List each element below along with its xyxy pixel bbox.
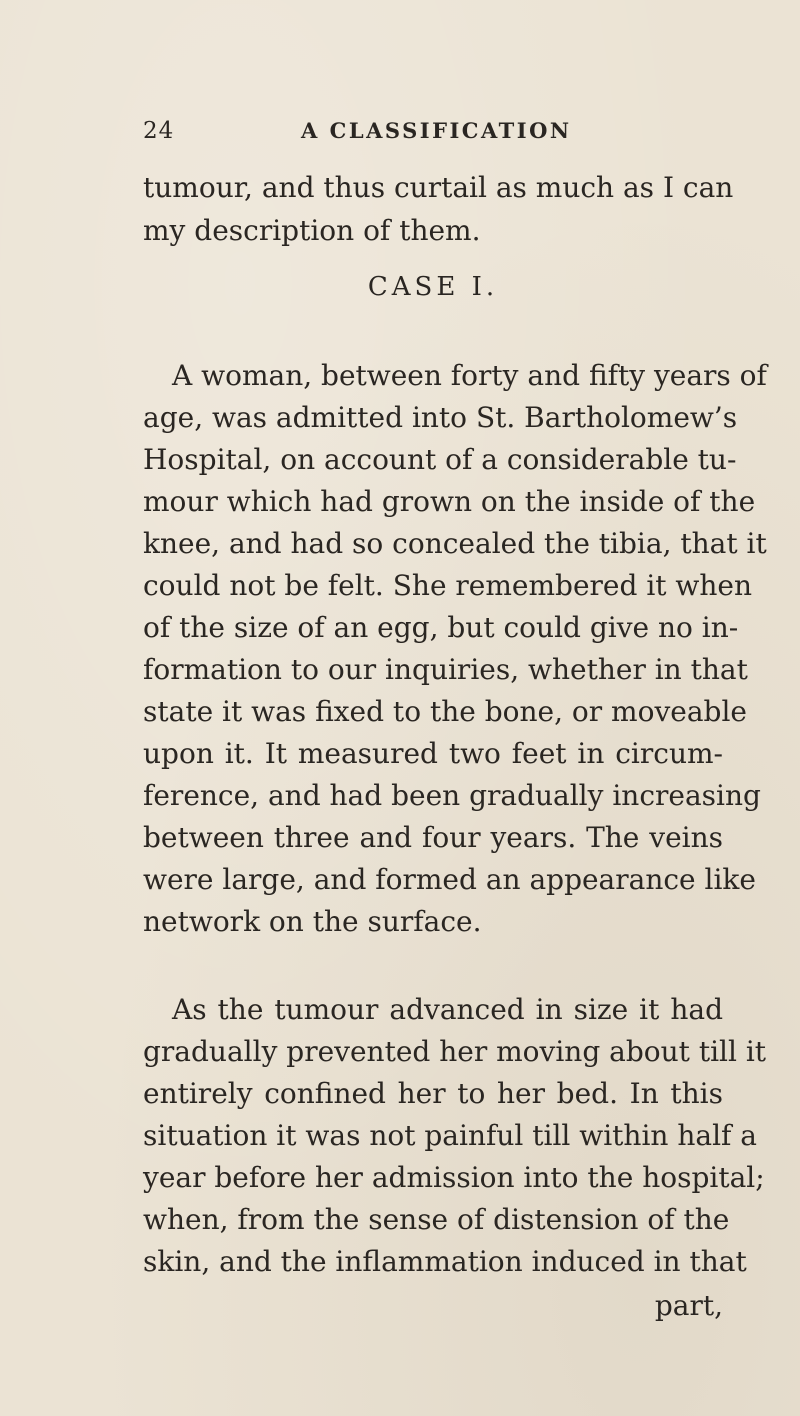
text-line: formation to our inquiries, whether in that: [143, 653, 748, 686]
text-line: my description of them.: [143, 214, 481, 247]
text-line: state it was fixed to the bone, or moveable: [143, 695, 747, 728]
text-line: age, was admitted into St. Bartholomew’s: [143, 401, 738, 434]
text-line: A woman, between forty and fifty years of: [172, 359, 767, 392]
text-line: ference, and had been gradually increasing: [143, 779, 761, 812]
text-line: tumour, and thus curtail as much as I can: [143, 171, 734, 204]
text-line: were large, and formed an appearance like: [143, 863, 756, 896]
text-line: between three and four years. The veins: [143, 821, 723, 854]
text-line: network on the surface.: [143, 905, 482, 938]
text-line: mour which had grown on the inside of the: [143, 485, 756, 518]
text-line: As the tumour advanced in size it had: [172, 993, 723, 1026]
text-line: gradually prevented her moving about till it: [143, 1035, 767, 1068]
text-line: when, from the sense of distension of the: [143, 1203, 730, 1236]
case-heading: CASE I.: [367, 272, 499, 302]
running-title: A CLASSIFICATION: [301, 118, 572, 143]
text-line: entirely confined her to her bed. In this: [143, 1077, 723, 1110]
page-number: 24: [143, 118, 175, 144]
text-line: year before her admission into the hospital;: [143, 1161, 765, 1194]
catchword: part,: [654, 1289, 723, 1322]
text-line: of the size of an egg, but could give no in-: [143, 611, 739, 644]
text-line: knee, and had so concealed the tibia, that it: [143, 527, 767, 560]
text-line: upon it. It measured two feet in circum-: [143, 737, 723, 770]
text-line: skin, and the inflammation induced in that: [143, 1245, 747, 1278]
running-head: [143, 118, 723, 154]
text-line: Hospital, on account of a considerable tu-: [143, 443, 737, 476]
text-line: could not be felt. She remembered it when: [143, 569, 753, 602]
text-line: situation it was not painful till within half a: [143, 1119, 757, 1152]
